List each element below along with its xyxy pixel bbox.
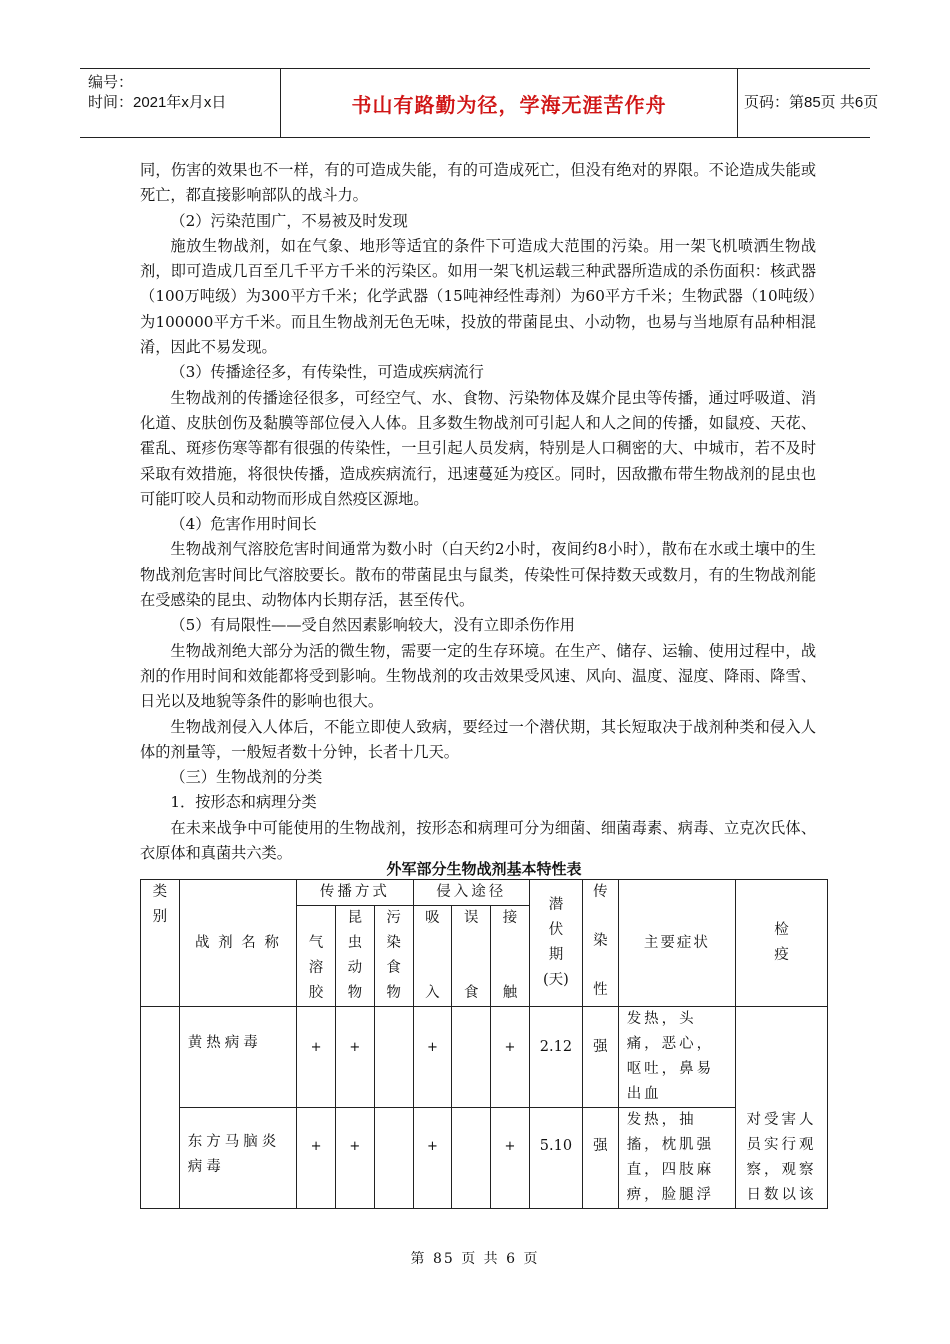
ingest-value xyxy=(452,1007,491,1108)
col-contaminated-food: 污 染 食 物 xyxy=(374,906,413,1007)
paragraph: 生物战剂侵入人体后，不能立即使人致病，要经过一个潜伏期，其长短取决于战剂种类和侵入人体的剂量等，一般短者数十分钟，长者十几天。 xyxy=(140,717,816,761)
section-heading: （5）有局限性——受自然因素影响较大，没有立即杀伤作用 xyxy=(170,616,575,635)
table-row xyxy=(141,1108,828,1209)
page-header xyxy=(80,68,879,138)
col-symptoms: 主要症状 xyxy=(618,880,735,1007)
col-contagious: 传 染 性 xyxy=(582,880,618,1007)
category-cell xyxy=(141,1007,180,1209)
incubation-value: 2.12 xyxy=(529,1007,582,1108)
insect-value: + xyxy=(335,1108,374,1209)
incubation-value: 5.10 xyxy=(529,1108,582,1209)
aerosol-value: + xyxy=(297,1007,336,1108)
paragraph: 在未来战争中可能使用的生物战剂，按形态和病理可分为细菌、细菌毒素、病毒、立克次氏体、衣原体和真菌共六类。 xyxy=(140,818,816,863)
quarantine-note: 对受害人员实行观察，观察日数以该 xyxy=(736,1007,828,1209)
section-heading: （4）危害作用时间长 xyxy=(170,515,317,534)
col-aerosol: 气 溶 胶 xyxy=(297,906,336,1007)
agent-name: 东方马脑炎病毒 xyxy=(179,1108,296,1209)
col-incubation: 潜 伏 期 (天) xyxy=(529,880,582,1007)
header-meta xyxy=(88,73,226,113)
symptoms-value: 发热，头痛，恶心，呕吐，鼻易出血 xyxy=(618,1007,735,1108)
table-row xyxy=(141,1007,828,1108)
serial-label: 编号： xyxy=(88,74,134,91)
paragraph: 生物战剂的传播途径很多，可经空气、水、食物、污染物体及媒介昆虫等传播，通过呼吸道、消化道、皮肤创伤及黏膜等部位侵入人体。且多数生物战剂可引起人和人之间的传播，如鼠疫、天花、霍乱、斑疹伤寒等都有很强的传染性，一旦引起人员发病，特别是人口稠密的大、中城市，若不及时采取有效措施，将很快传播，造成疾病流行，迅速蔓延为疫区。同时，因敌撒布带生物战剂的昆虫也可能叮咬人员和动物而形成自然疫区源地。 xyxy=(140,388,816,508)
symptoms-value: 发热，抽搐，枕肌强直，四肢麻痹，脸腿浮 xyxy=(618,1108,735,1209)
col-inhale: 吸 入 xyxy=(413,906,452,1007)
col-category: 类 别 xyxy=(141,880,180,1007)
col-group-transmission: 传播方式 xyxy=(297,880,413,906)
agent-name: 黄热病毒 xyxy=(179,1007,296,1108)
inhale-value: + xyxy=(413,1108,452,1209)
ingest-value xyxy=(452,1108,491,1209)
col-quarantine: 检 疫 xyxy=(736,880,828,1007)
col-ingest: 误 食 xyxy=(452,906,491,1007)
paragraph: 施放生物战剂，如在气象、地形等适宜的条件下可造成大范围的污染。用一架飞机喷洒生物战剂，即可造成几百至几千平方千米的污染区。如用一架飞机运载三种武器所造成的杀伤面积：核武器（100万吨级）为300平方千米；化学武器（15吨神经性毒剂）为60平方千米；生物武器（10吨级）为100000平方千米。而且生物战剂无色无味，投放的带菌昆虫、小动物，也易与当地原有品种相混淆，因此不易发现。 xyxy=(140,236,816,357)
motto: 书山有路勤为径，学海无涯苦作舟 xyxy=(280,69,738,137)
date-label: 时间：2021年x月x日 xyxy=(88,94,227,111)
paragraph: 同，伤害的效果也不一样，有的可造成失能，有的可造成死亡，但没有绝对的界限。不论造成失能或死亡，都直接影响部队的战斗力。 xyxy=(140,161,816,205)
contact-value: + xyxy=(491,1007,530,1108)
table-title: 外军部分生物战剂基本特性表 xyxy=(386,860,582,878)
food-value xyxy=(374,1007,413,1108)
section-heading: （三）生物战剂的分类 xyxy=(170,768,323,787)
paragraph: 生物战剂绝大部分为活的微生物，需要一定的生存环境。在生产、储存、运输、使用过程中，战剂的作用时间和效能都将受到影响。生物战剂的攻击效果受风速、风向、温度、湿度、降雨、降雪、日光以及地貌等条件的影响也很大。 xyxy=(140,641,816,711)
document-body xyxy=(140,158,816,866)
col-contact: 接 触 xyxy=(491,906,530,1007)
section-heading: （2）污染范围广，不易被及时发现 xyxy=(170,211,408,230)
aerosol-value: + xyxy=(297,1108,336,1209)
col-insect-animal: 昆 虫 动 物 xyxy=(335,906,374,1007)
inhale-value: + xyxy=(413,1007,452,1108)
col-agent-name: 战 剂 名 称 xyxy=(179,880,296,1007)
contagious-value: 强 xyxy=(582,1007,618,1108)
food-value xyxy=(374,1108,413,1209)
contact-value: + xyxy=(491,1108,530,1209)
insect-value: + xyxy=(335,1007,374,1108)
paragraph: 生物战剂气溶胶危害时间通常为数小时（白天约2小时，夜间约8小时），散布在水或土壤中的生物战剂危害时间比气溶胶要长。散布的带菌昆虫与鼠类，传染性可保持数天或数月，有的生物战剂能在受感染的昆虫、动物体内长期存活，甚至传代。 xyxy=(140,540,816,610)
section-heading: 1．按形态和病理分类 xyxy=(170,793,317,812)
col-group-entry: 侵入途径 xyxy=(413,880,529,906)
contagious-value: 强 xyxy=(582,1108,618,1209)
section-heading: （3）传播途径多，有传染性，可造成疾病流行 xyxy=(170,363,484,382)
agent-spec-table xyxy=(140,879,828,1209)
table-header-row xyxy=(141,880,828,906)
page-footer: 第 85 页 共 6 页 xyxy=(410,1251,540,1267)
page-code: 页码：第85页 共6页 xyxy=(744,94,879,111)
